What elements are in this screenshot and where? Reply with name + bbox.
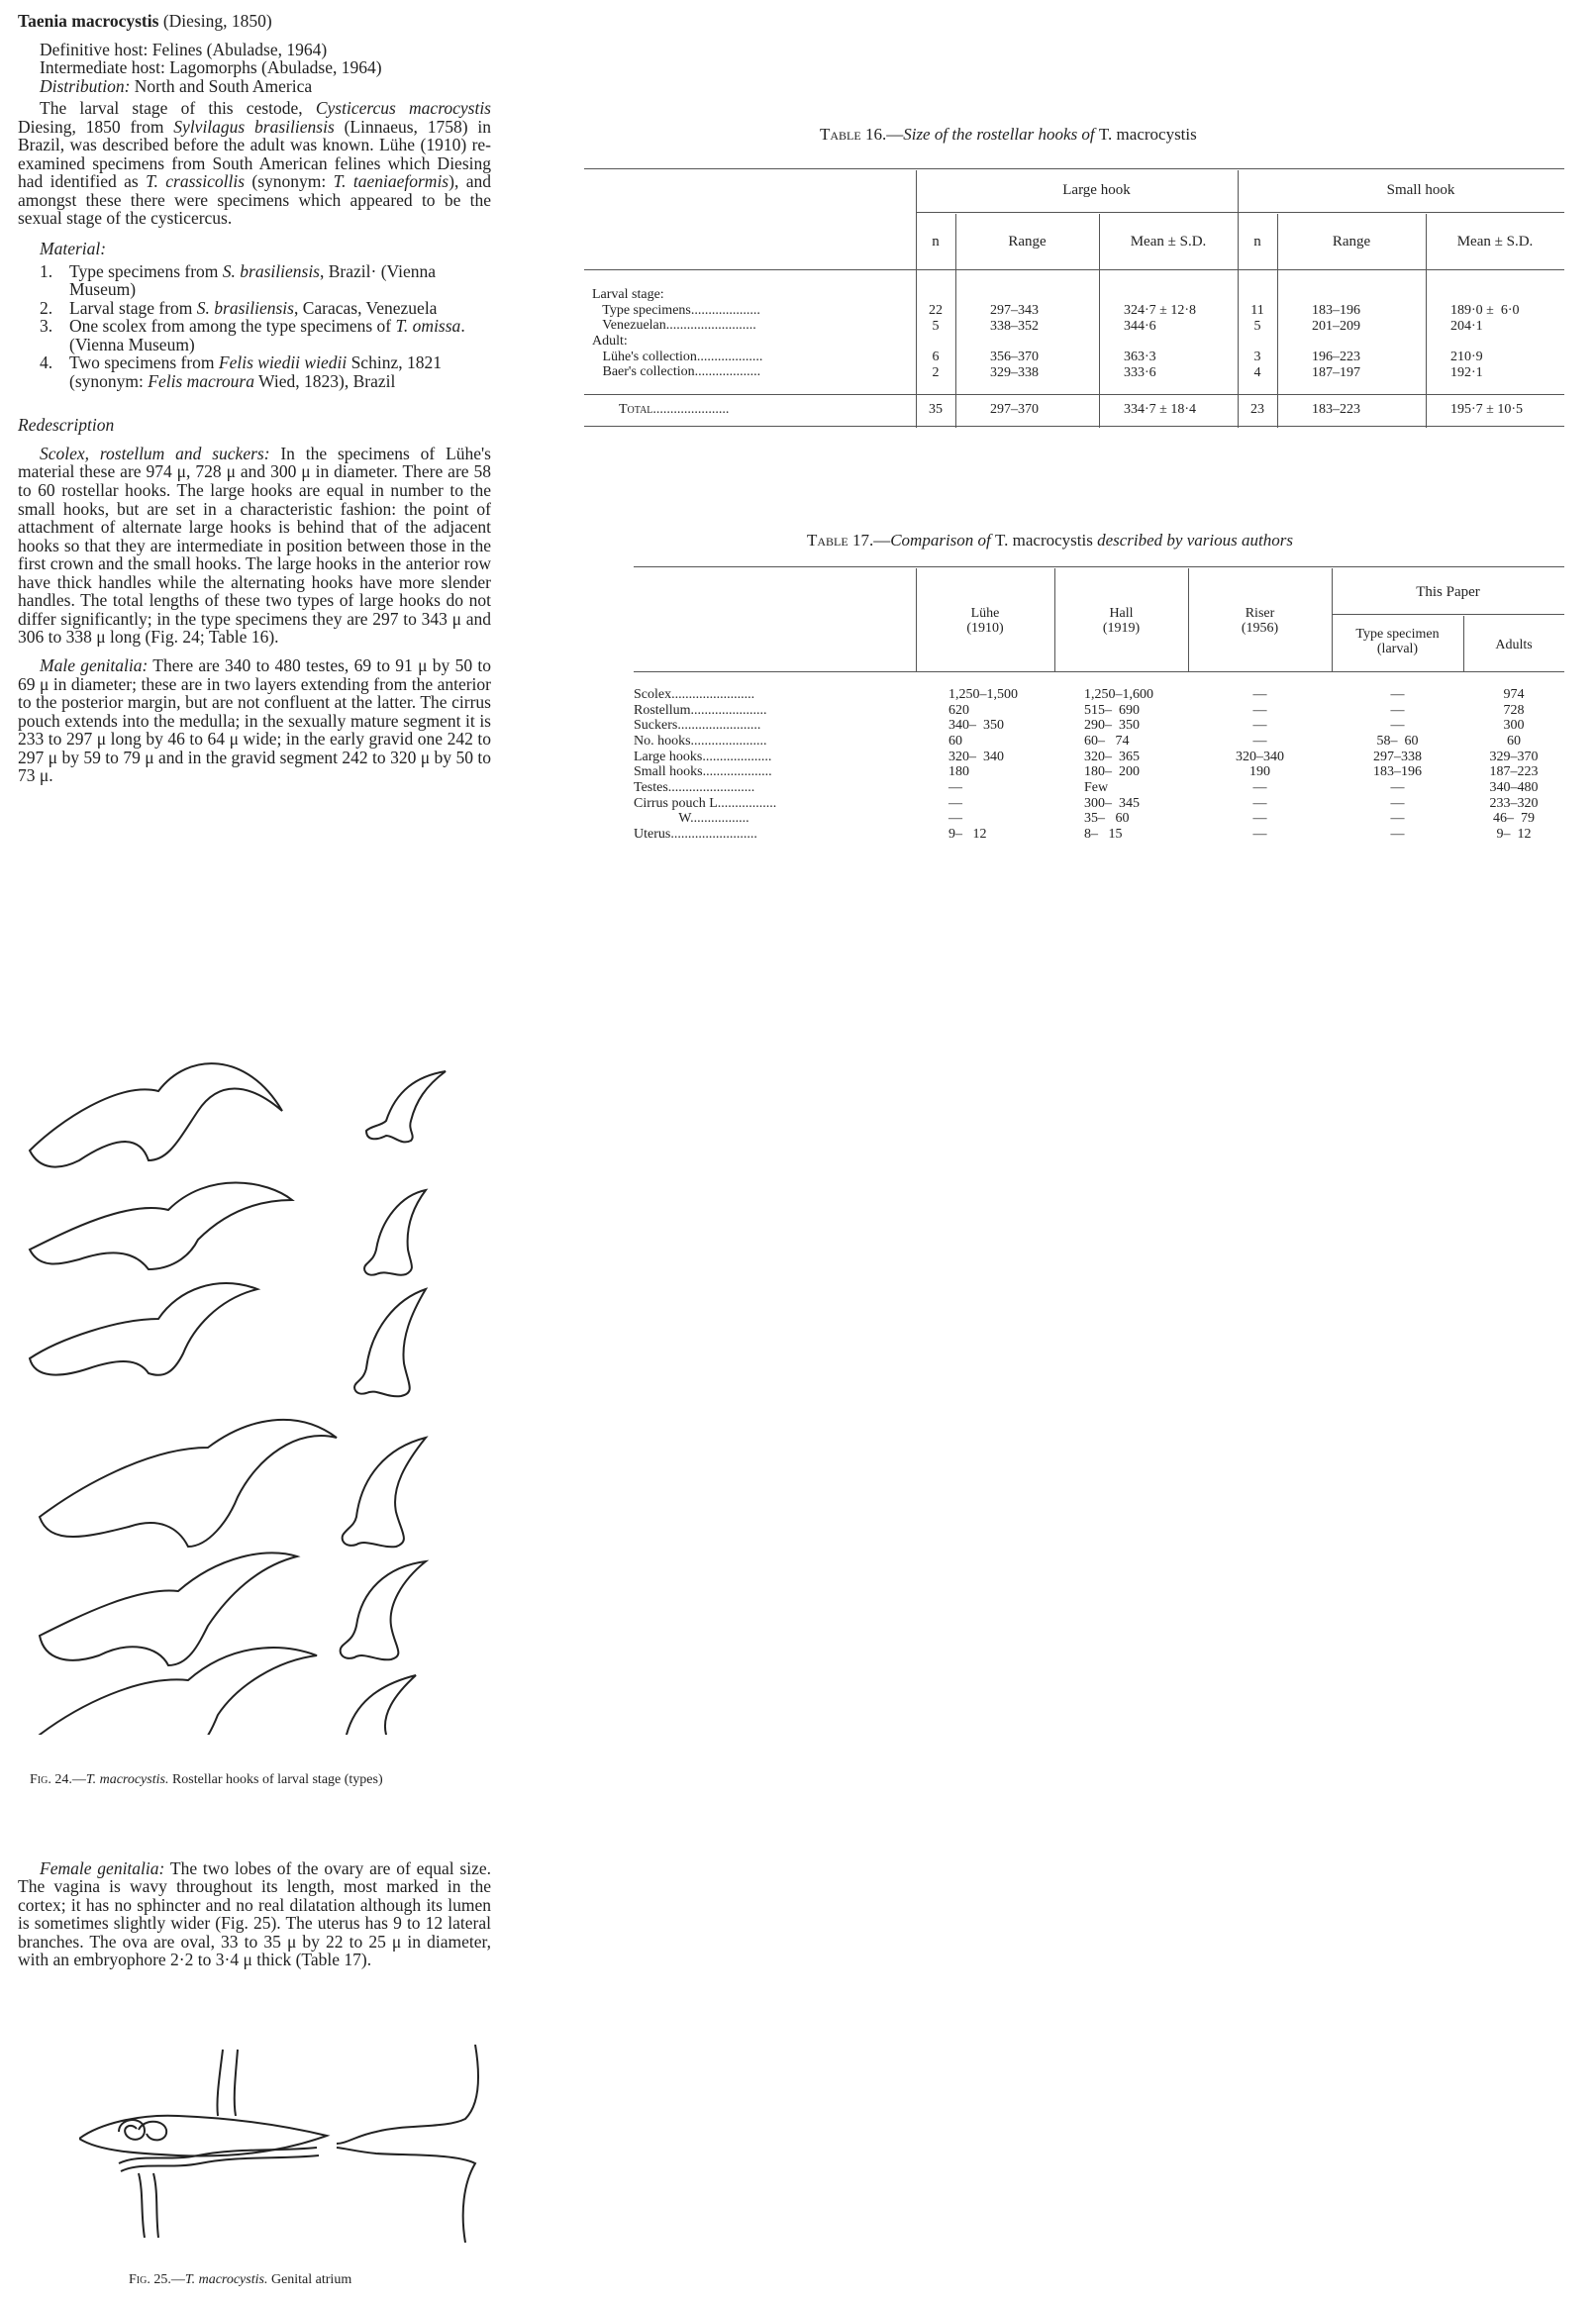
- figure-24-caption: Fig. 24.—T. macrocystis. Rostellar hooks of larval stage (types): [30, 1772, 383, 1787]
- table-rule: [916, 212, 1564, 213]
- figure-25-caption: Fig. 25.—T. macrocystis. Genital atrium: [129, 2272, 352, 2287]
- female-genitalia-paragraph: Female genitalia: The two lobes of the ovary are of equal size. The vagina is wavy throughout its length, most marked in the cortex; it has no sphincter and no real dilatation although its lumen is sometimes slightly wider (Fig. 25). The uterus has 9 to 12 lateral branches. The ova are oval, 33 to 35 μ by 22 to 25 μ in diameter, with an embryophore 2·2 to 3·4 μ thick (Table 17).: [18, 1857, 491, 1970]
- table-cell: 195·7 ± 10·5: [1450, 402, 1524, 417]
- distribution-label: Distribution:: [40, 75, 131, 96]
- small-hooks: [333, 1071, 446, 1735]
- atrium-outline: [337, 2045, 478, 2144]
- table-cell-column: 1,250–1,500 620 340– 350 60 320– 340 180 — — — 9– 12: [948, 687, 1018, 843]
- table-cell-column: 183–196 201–209 196–223 187–197: [1312, 303, 1360, 380]
- species-name: Taenia macrocystis: [18, 11, 159, 31]
- row-labels: Larval stage: Type specimens.................... Venezuelan.......................... Adult: Lühe's collection................... Baer's collection...................: [592, 287, 763, 380]
- species-authority: (Diesing, 1850): [158, 11, 272, 31]
- row-labels: Scolex........................ Rostellum...................... Suckers........................ No. hooks...................... Large hooks.................... Small hooks.................... Testes......................... Cirrus pouch L................. W................. Uterus.........................: [634, 687, 777, 843]
- table-rule: [634, 566, 1564, 567]
- intro-paragraph: The larval stage of this cestode, Cysticercus macrocystis Diesing, 1850 from Sylvilagus brasiliensis (Linnaeus, 1758) in Brazil, was described before the adult was known. Lühe (1910) re-examined specimens from South American felines which Diesing had identified as T. crassicollis (synonym: T. taeniaeformis), and amongst these there were specimens which appeared to be the sexual stage of the cysticercus.: [18, 98, 492, 229]
- column-header: Range: [1008, 234, 1047, 250]
- list-item: 1. Type specimens from S. brasiliensis, Brazil· (Vienna Museum): [40, 260, 437, 300]
- small-hook: [364, 1190, 426, 1275]
- intermediate-host: Intermediate host: Lagomorphs (Abuladse, 1964): [40, 57, 382, 78]
- column-header: Mean ± S.D.: [1456, 234, 1534, 250]
- table-cell-column: 297–343 338–352 356–370 329–338: [990, 303, 1039, 380]
- column-header-luhe: Lühe (1910): [966, 606, 1004, 637]
- table-rule: [634, 671, 1564, 672]
- table-divider: [1238, 170, 1239, 428]
- table-17-caption: Table 17.—Comparison of T. macrocystis described by various authors: [807, 531, 1293, 550]
- table-rule: [584, 168, 1564, 169]
- cirrus-coil: [119, 2120, 166, 2140]
- table-rule: [1332, 614, 1564, 615]
- male-genitalia-paragraph: Male genitalia: There are 340 to 480 testes, 69 to 91 μ by 50 to 69 μ in diameter; these are in two layers extending from the anterior to the posterior margin, but are not confluent at the latter. The cirrus pouch extends into the medulla; in the sexually mature segment it is 233 to 297 μ long by 46 to 64 μ wide; in the early gravid one 242 to 297 μ by 59 to 79 μ and in the gravid segment 242 to 320 μ by 50 to 73 μ.: [18, 654, 491, 786]
- large-hook: [30, 1283, 257, 1375]
- table-rule: [584, 394, 1564, 395]
- table-rule: [584, 426, 1564, 427]
- atrium-outline: [337, 2148, 475, 2243]
- table-cell-column: 1,250–1,600 515– 690 290– 350 60– 74 320– 365 180– 200 Few 300– 345 35– 60 8– 15: [1084, 687, 1153, 843]
- column-header: n: [1253, 234, 1261, 250]
- figure-24-rostellar-hooks: [20, 1052, 495, 1735]
- column-header: Range: [1332, 234, 1371, 250]
- table-cell-column: — — — — 320–340 190 — — — —: [1236, 687, 1284, 843]
- list-item: 2. Larval stage from S. brasiliensis, Caracas, Venezuela: [40, 297, 438, 318]
- vagina: [139, 2173, 158, 2238]
- column-header: n: [932, 234, 940, 250]
- distribution: [40, 77, 491, 96]
- total-label: Total......................: [619, 402, 730, 417]
- large-hook: [30, 1063, 282, 1166]
- host-block: [18, 41, 491, 96]
- small-hook: [366, 1071, 446, 1142]
- redescription-heading: Redescription: [18, 415, 115, 436]
- table-cell-column: 324·7 ± 12·8 344·6 363·3 333·6: [1124, 303, 1197, 380]
- definitive-host: Definitive host: Felines (Abuladse, 1964): [40, 39, 328, 59]
- column-group-small-hook: Small hook: [1386, 182, 1455, 198]
- table-rule: [584, 269, 1564, 270]
- column-header-adults: Adults: [1495, 638, 1533, 652]
- table-cell: 183–223: [1312, 402, 1360, 417]
- list-item: 4. Two specimens from Felis wiedii wiedii Schinz, 1821 (synonym: Felis macroura Wied, 1823), Brazil: [40, 352, 442, 391]
- table-cell-column: — — — 58– 60 297–338 183–196 — — — —: [1373, 687, 1422, 843]
- atrium-outline: [217, 2050, 238, 2116]
- table-cell: 23: [1250, 402, 1264, 417]
- figure-25-genital-atrium: [79, 2045, 495, 2243]
- table-cell: 297–370: [990, 402, 1039, 417]
- small-hook: [343, 1438, 426, 1547]
- table-cell: 334·7 ± 18·4: [1124, 402, 1197, 417]
- table-divider: [916, 170, 917, 428]
- column-group-this-paper: This Paper: [1416, 584, 1480, 600]
- large-hook: [40, 1420, 337, 1547]
- column-header-riser: Riser (1956): [1241, 606, 1279, 637]
- table-16-caption: Table 16.—Size of the rostellar hooks of T. macrocystis: [820, 125, 1197, 144]
- table-cell-column: 974 728 300 60 329–370 187–223 340–480 233–320 46– 79 9– 12: [1489, 687, 1539, 843]
- table-cell-column: 11 5 3 4: [1250, 303, 1264, 380]
- material-list: [18, 262, 491, 391]
- list-item: 3. One scolex from among the type specimens of T. omissa. (Vienna Museum): [40, 316, 465, 354]
- column-header-hall: Hall (1919): [1102, 606, 1141, 637]
- table-cell: 35: [929, 402, 943, 417]
- scolex-paragraph: Scolex, rostellum and suckers: In the specimens of Lühe's material these are 974 μ, 728 μ and 300 μ in diameter. There are 58 to 60 rostellar hooks. The large hooks are equal in number to the small hooks, but are set in a characteristic fashion: the point of attachment of alternate large hooks is behind that of the adjacent hooks so that they are intermediate in position between those in the first crown and the small hooks. The large hooks in the anterior row have thick handles while the alternating hooks have more slender handles. The total lengths of these two types of large hooks do not differ significantly; in the type specimens they are 297 to 343 μ and 306 to 338 μ long (Fig. 24; Table 16).: [18, 443, 491, 648]
- distribution-value: North and South America: [130, 75, 313, 96]
- small-hook: [333, 1675, 416, 1735]
- species-title: [18, 12, 491, 31]
- table-cell-column: 22 5 6 2: [929, 303, 943, 380]
- vagina: [119, 2148, 319, 2171]
- large-hook: [30, 1183, 292, 1270]
- column-group-large-hook: Large hook: [1062, 182, 1131, 198]
- column-header-type-specimen: Type specimen (larval): [1355, 627, 1440, 656]
- material-heading: Material:: [40, 239, 107, 259]
- large-hooks: [30, 1063, 337, 1735]
- column-header: Mean ± S.D.: [1130, 234, 1207, 250]
- table-cell-column: 189·0 ± 6·0 204·1 210·9 192·1: [1450, 303, 1520, 380]
- small-hook: [354, 1289, 426, 1396]
- small-hook: [341, 1561, 426, 1659]
- left-column: [18, 12, 491, 785]
